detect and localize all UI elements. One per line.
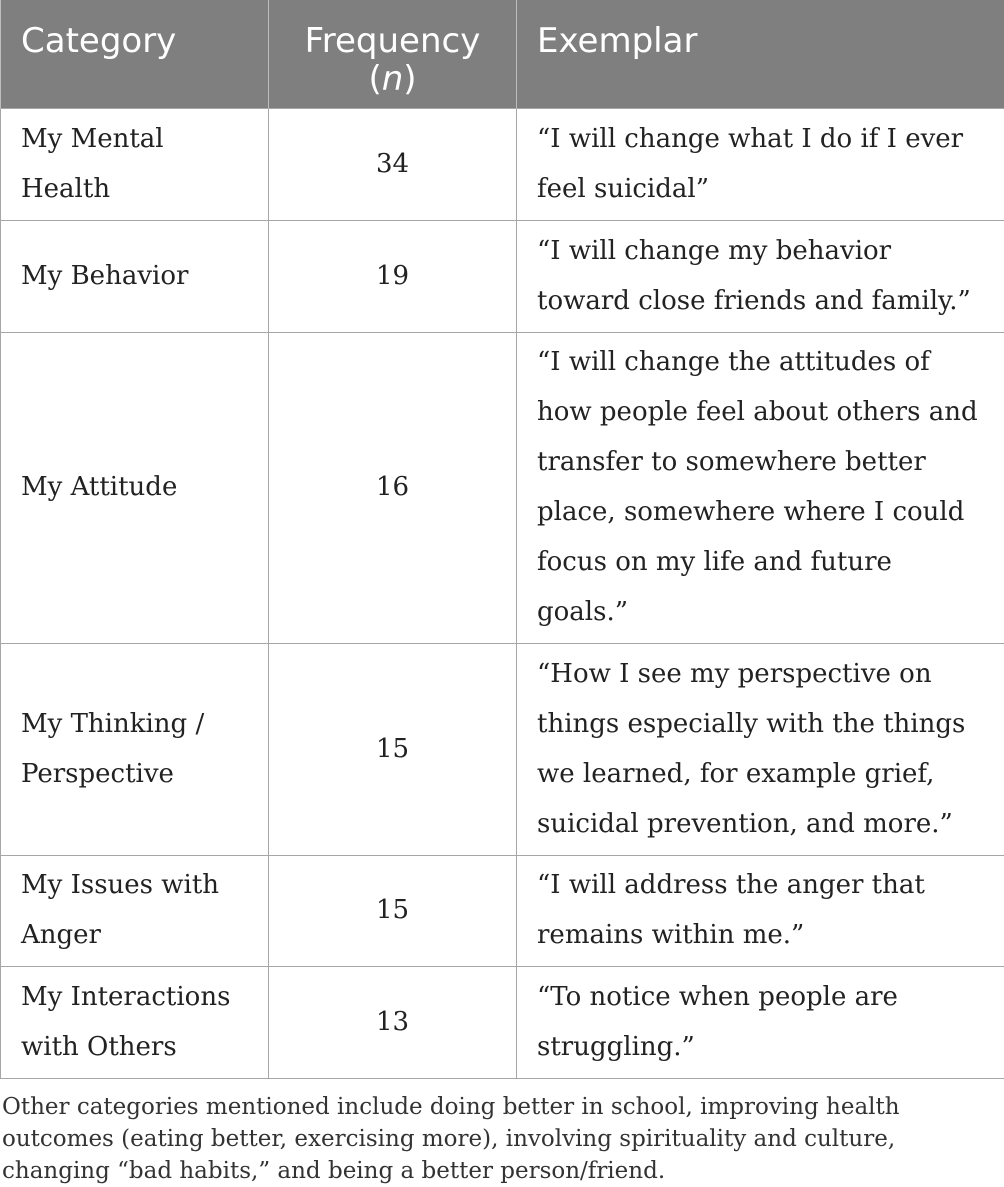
cell-frequency: 34	[269, 109, 517, 221]
header-category: Category	[1, 0, 269, 109]
table-row	[1, 856, 1004, 967]
cell-frequency: 19	[269, 221, 517, 333]
cell-frequency: 15	[269, 644, 517, 856]
cell-frequency: 16	[269, 333, 517, 644]
cell-exemplar: “I will change my behavior toward close friends and family.”	[517, 221, 1004, 333]
cell-category: My Behavior	[1, 221, 269, 333]
cell-category: My Issues with Anger	[1, 856, 269, 967]
table-row	[1, 967, 1004, 1079]
header-frequency: Frequency (n)	[269, 0, 517, 109]
cell-category: My Attitude	[1, 333, 269, 644]
table-row	[1, 109, 1004, 221]
cell-exemplar: “I will change what I do if I ever feel suicidal”	[517, 109, 1004, 221]
cell-exemplar: “To notice when people are struggling.”	[517, 967, 1004, 1079]
cell-exemplar: “I will change the attitudes of how people feel about others and transfer to somewhere better place, somewhere where I could focus on my life and future goals.”	[517, 333, 1004, 644]
table-header-row	[1, 0, 1004, 109]
table-footnote: Other categories mentioned include doing better in school, improving health outcomes (eating better, exercising more), involving spirituality and culture, changing “bad habits,” and being a better person/friend.	[0, 1079, 1004, 1187]
table-row	[1, 644, 1004, 856]
cell-exemplar: “How I see my perspective on things especially with the things we learned, for example grief, suicidal prevention, and more.”	[517, 644, 1004, 856]
cell-category: My Mental Health	[1, 109, 269, 221]
cell-frequency: 15	[269, 856, 517, 967]
cell-category: My Thinking / Perspective	[1, 644, 269, 856]
header-exemplar: Exemplar	[517, 0, 1004, 109]
table-row	[1, 221, 1004, 333]
cell-frequency: 13	[269, 967, 517, 1079]
header-frequency-label: Frequency	[305, 21, 481, 61]
cell-exemplar: “I will address the anger that remains within me.”	[517, 856, 1004, 967]
cell-category: My Interactions with Others	[1, 967, 269, 1079]
table-row	[1, 333, 1004, 644]
header-frequency-symbol: n	[382, 59, 404, 99]
